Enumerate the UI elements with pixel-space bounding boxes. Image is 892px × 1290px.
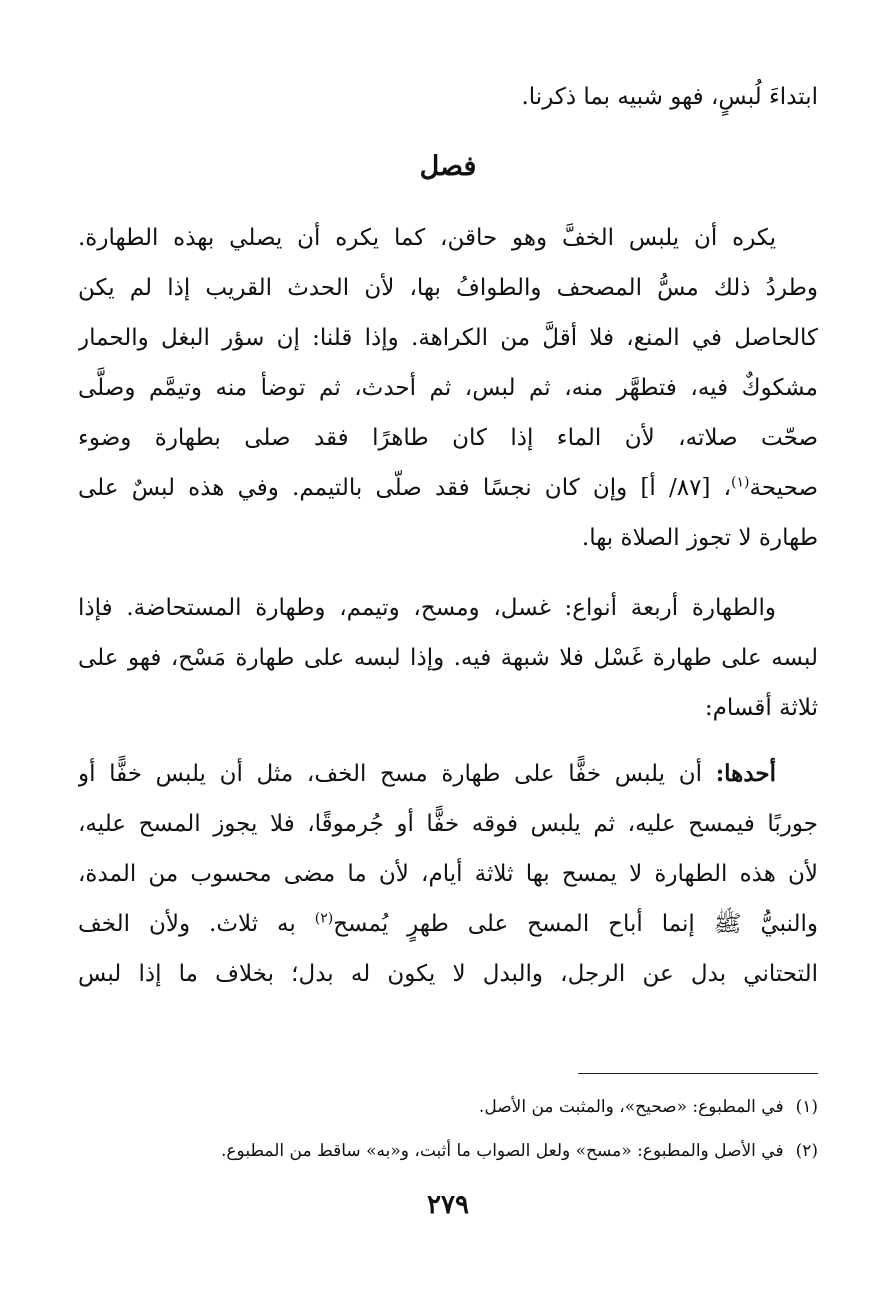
- paragraph-2-line-3: ثلاثة أقسام:: [704, 695, 818, 721]
- footnote-2: [78, 1136, 818, 1166]
- paragraph-1-line-1: يكره أن يلبس الخفَّ وهو حاقن، كما يكره أن يصلي بهذه الطهارة.: [78, 225, 776, 251]
- paragraph-2-line-1: والطهارة أربعة أنواع: غسل، ومسح، وتيمم، وطهارة المستحاضة. فإذا: [78, 595, 776, 621]
- footnote-separator: [578, 1073, 818, 1074]
- footnote-1-number: (١): [795, 1097, 818, 1117]
- section-heading: فصل: [419, 151, 477, 182]
- paragraph-1-line-7: طهارة لا تجوز الصلاة بها.: [581, 525, 818, 551]
- paragraph-1-line-2: وطردُ ذلك مسُّ المصحف والطوافُ بها، لأن الحدث القريب إذا لم يكن: [78, 275, 818, 301]
- paragraph-3: [78, 749, 818, 999]
- paragraph-3-lead-word: أحدها:: [715, 760, 776, 787]
- paragraph-3-line-2: جوربًا فيمسح عليه، ثم يلبس فوقه خفًّا أو جُرموقًا، فلا يجوز المسح عليه،: [78, 811, 818, 837]
- paragraph-1-line-6-end: ، [٨٧/ أ] وإن كان نجسًا فقد صلّى بالتيمم. وفي هذه لبسٌ على: [78, 475, 732, 501]
- paragraph-3-line-1: [78, 749, 818, 799]
- footnote-2-text: في الأصل والمطبوع: «مسح» ولعل الصواب ما أثبت، و«به» ساقط من المطبوع.: [221, 1141, 784, 1161]
- paragraph-3-line-4: [78, 899, 818, 949]
- paragraph-3-line-4-end: به ثلاث. ولأن الخف: [78, 911, 315, 937]
- paragraph-3-line-4-start: والنبيُّ ﷺ إنما أباح المسح على طهرٍ يُمسح: [333, 911, 818, 937]
- paragraph-3-line-5: التحتاني بدل عن الرجل، والبدل لا يكون له بدل؛ بخلاف ما إذا لبس: [78, 961, 818, 987]
- continuation-line: ابتداءَ لُبسٍ، فهو شبيه بما ذكرنا.: [521, 84, 818, 110]
- footnote-ref-1: (١): [731, 474, 750, 491]
- paragraph-1-line-6: [78, 463, 818, 513]
- paragraph-3-line-1-rest: أن يلبس خفًّا على طهارة مسح الخف، مثل أن يلبس خفًّا أو: [78, 761, 716, 787]
- paragraph-1-line-3: كالحاصل في المنع، فلا أقلَّ من الكراهة. وإذا قلنا: إن سؤر البغل والحمار: [78, 325, 818, 351]
- paragraph-1-line-6-start: صحيحة: [749, 475, 818, 501]
- footnote-1-text: في المطبوع: «صحيح»، والمثبت من الأصل.: [478, 1097, 784, 1117]
- footnote-ref-2: (٢): [314, 910, 334, 927]
- paragraph-2-line-2: لبسه على طهارة غَسْل فلا شبهة فيه. وإذا لبسه على طهارة مَسْح، فهو على: [78, 645, 818, 671]
- paragraph-3-line-3: لأن هذه الطهارة لا يمسح بها ثلاثة أيام، لأن ما مضى محسوب من المدة،: [78, 861, 818, 887]
- paragraph-1-line-4: مشكوكٌ فيه، فتطهَّر منه، ثم لبس، ثم أحدث، ثم توضأ منه وتيمَّم وصلَّى: [78, 375, 818, 401]
- footnote-2-number: (٢): [795, 1141, 818, 1161]
- page-number: ٢٧٩: [427, 1190, 469, 1220]
- paragraph-1: [78, 213, 818, 563]
- paragraph-2: [78, 583, 818, 733]
- paragraph-1-line-5: صحّت صلاته، لأن الماء إذا كان طاهرًا فقد صلى بطهارة وضوء: [78, 425, 818, 451]
- footnote-1: [78, 1092, 818, 1122]
- book-page: [78, 0, 818, 1290]
